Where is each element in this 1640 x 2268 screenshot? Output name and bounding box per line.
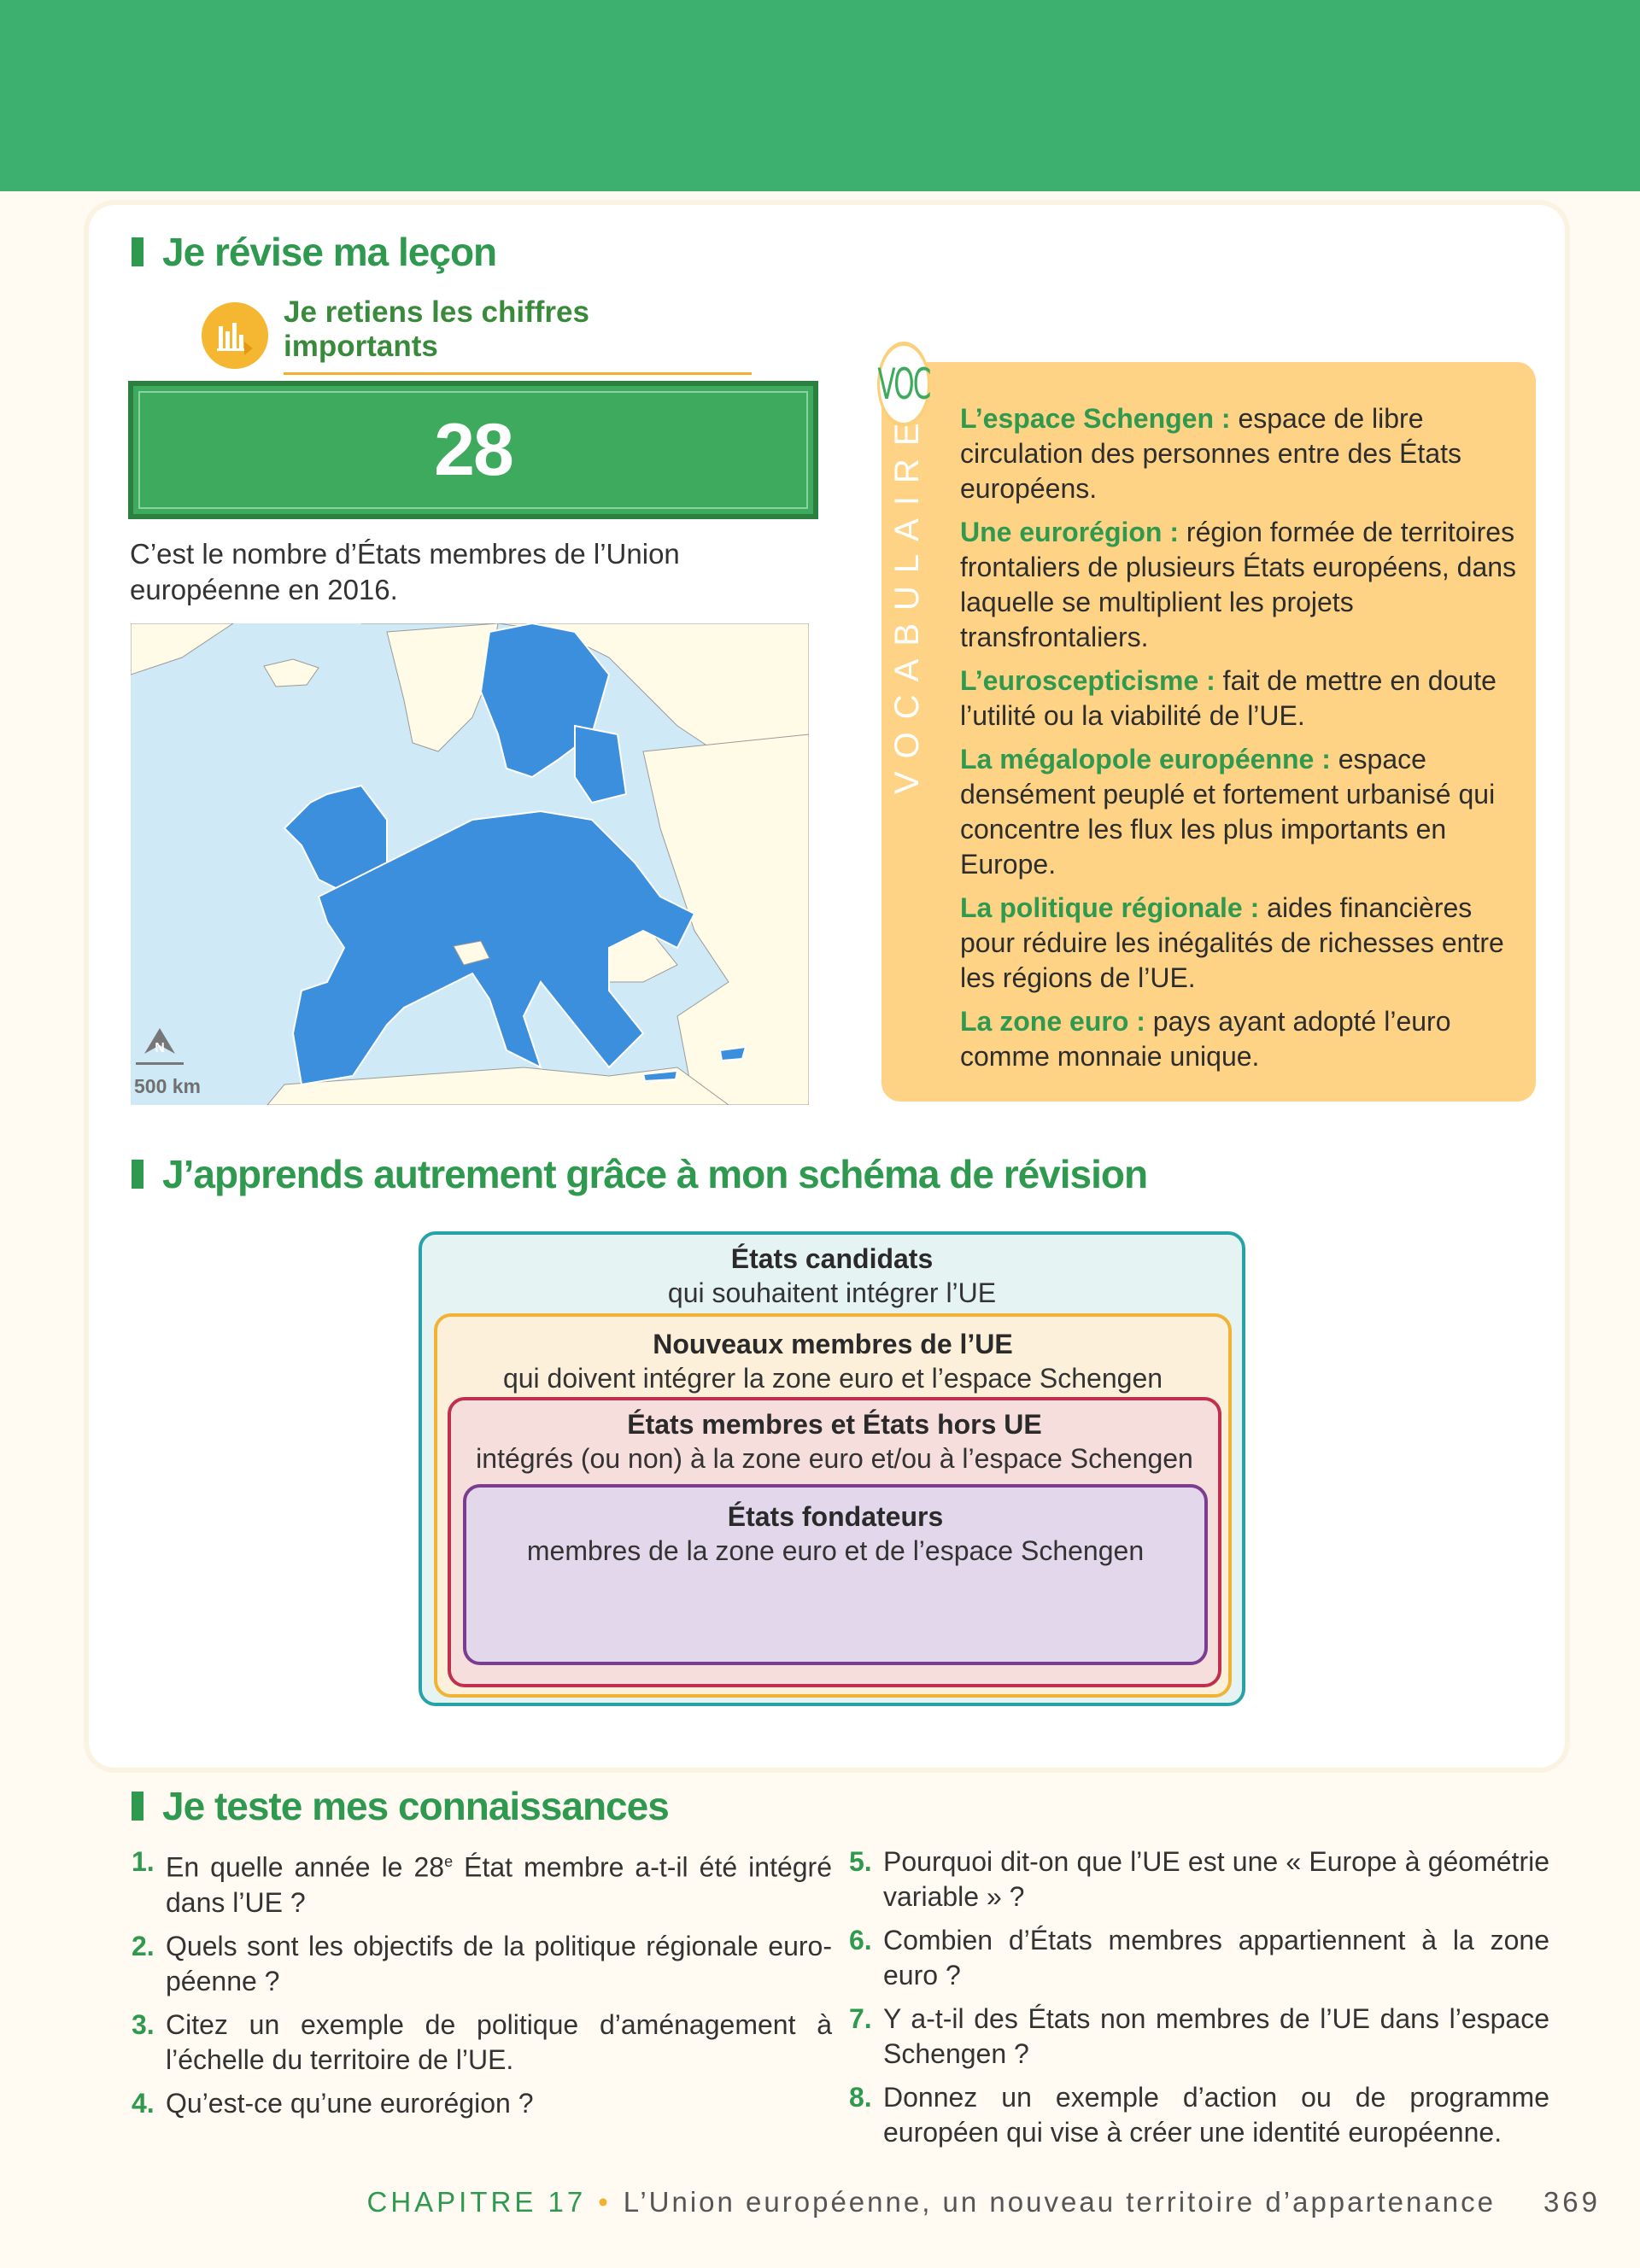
quiz-question-number: 4.: [132, 2087, 155, 2119]
vocab-definition: région formée de territoires frontaliers de plusieurs États européens, dans laquelle se multiplient les projets transfrontaliers.: [960, 517, 1517, 652]
map-eu-cyprus: [720, 1047, 746, 1061]
quiz-question: [132, 2008, 832, 2078]
quiz-question-number: 6.: [849, 1925, 872, 1955]
quiz-question-text: En quelle année le 28e État membre a-t-il été intégré dans l’UE ?: [166, 1851, 833, 1918]
key-figure-box: [128, 381, 818, 519]
north-label: N: [155, 1041, 165, 1055]
schema-level-sub: qui souhaitent intégrer l’UE: [667, 1277, 997, 1308]
schema-level-sub: intégrés (ou non) à la zone euro et/ou à l’espace Schengen: [476, 1443, 1193, 1474]
eu-map-graphic: [131, 623, 809, 1105]
heading-marker: [132, 1792, 144, 1821]
quiz-question-number: 8.: [849, 2082, 872, 2113]
vocab-entry: [960, 515, 1524, 655]
key-figure-number: 28: [434, 408, 512, 491]
schema-level-title: États candidats: [730, 1243, 934, 1274]
schema-level-title: États membres et États hors UE: [627, 1409, 1042, 1440]
header-band: [0, 0, 1640, 191]
quiz-list-right: [849, 1844, 1549, 2159]
quiz-question-text: Citez un exemple de politique d’aménagement à l’échelle du territoire de l’UE.: [166, 2008, 832, 2075]
vocab-entry: [960, 663, 1524, 734]
quiz-question: [849, 1844, 1549, 1914]
north-arrow-icon: [134, 1025, 185, 1069]
revision-heading: [132, 229, 496, 275]
vocab-entry: [960, 742, 1524, 882]
footer-chapter: CHAPITRE 17: [366, 2186, 587, 2218]
heading-marker: [132, 237, 144, 266]
map-eu-baltics: [575, 726, 626, 803]
vocab-term: Une eurorégion :: [960, 517, 1180, 547]
schema-level-title: Nouveaux membres de l’UE: [653, 1329, 1013, 1359]
bar-chart-icon: [202, 302, 268, 369]
map-land-iceland: [264, 659, 319, 687]
key-figure-caption: C’est le nombre d’États membres de l’Union européenne en 2016.: [130, 538, 680, 605]
quiz-question-text: Quels sont les objectifs de la politique régionale euro-péenne ?: [166, 1930, 832, 1996]
schema-level-sub: membres de la zone euro et de l’espace Schengen: [526, 1535, 1145, 1566]
voc-tag: VOC: [877, 342, 930, 427]
quiz-question-text: Qu’est-ce qu’une eurorégion ?: [166, 2087, 534, 2119]
quiz-heading: [132, 1783, 669, 1829]
vocab-definition: espace densément peuplé et fortement urbanisé qui concentre les flux les plus importants en Europe.: [960, 744, 1496, 880]
quiz-question: [849, 2002, 1549, 2072]
vocab-entry: [960, 891, 1524, 996]
schema-heading-text: J’apprends autrement grâce à mon schéma de révision: [162, 1152, 1148, 1196]
vocab-term: L’euroscepticisme :: [960, 665, 1215, 696]
quiz-question: [849, 2080, 1549, 2150]
quiz-question: [132, 1929, 832, 1999]
quiz-question-text: Combien d’États membres appartiennent à la zone euro ?: [883, 1925, 1549, 1990]
eu-map: [131, 623, 809, 1105]
page-footer: [367, 2186, 1602, 2218]
footer-bullet: •: [598, 2186, 612, 2218]
revision-heading-text: Je révise ma leçon: [162, 230, 497, 274]
schema-heading: [132, 1151, 1147, 1197]
quiz-heading-text: Je teste mes connaissances: [162, 1784, 669, 1828]
schema-level-title: États fondateurs: [727, 1501, 944, 1532]
quiz-question-number: 2.: [132, 1930, 155, 1961]
vocab-term: L’espace Schengen :: [960, 403, 1231, 434]
vocab-definition: aides financières pour réduire les inégalités de richesses entre les régions de l’UE.: [960, 892, 1504, 993]
vocab-term: La politique régionale :: [960, 892, 1260, 923]
figures-title-text: Je retiens les chiffres importants: [284, 295, 752, 375]
map-scale: [134, 1025, 211, 1098]
quiz-question-number: 3.: [132, 2008, 155, 2040]
vocab-term: La mégalopole européenne :: [960, 744, 1331, 775]
figures-title: [202, 295, 752, 375]
vocab-definition: espace de libre circulation des personnes entre des États européens.: [960, 403, 1461, 504]
quiz-question-text: Donnez un exemple d’action ou de programme européen qui vise à créer une identité européenne.: [883, 2082, 1549, 2148]
quiz-list-left: [132, 1844, 832, 2130]
vocab-entry: [960, 401, 1524, 506]
vocab-term: La zone euro :: [960, 1006, 1145, 1037]
quiz-question-number: 7.: [849, 2003, 872, 2034]
quiz-question-number: 1.: [132, 1846, 155, 1877]
quiz-question-text: Pourquoi dit-on que l’UE est une « Europe à géométrie variable » ?: [883, 1846, 1549, 1912]
vocabulary-list: [960, 401, 1524, 1083]
footer-title: L’Union européenne, un nouveau territoire d’appartenance: [623, 2186, 1496, 2218]
schema-level-sub: qui doivent intégrer la zone euro et l’espace Schengen: [502, 1363, 1163, 1394]
quiz-question-text: Y a-t-il des États non membres de l’UE dans l’espace Schengen ?: [883, 2003, 1549, 2069]
quiz-question-number: 5.: [849, 1846, 872, 1877]
vocabulary-vertical-label: VOCABULAIRE: [888, 410, 926, 794]
vocab-definition: pays ayant adopté l’euro comme monnaie unique.: [960, 1006, 1451, 1072]
quiz-question: [132, 2086, 832, 2121]
heading-marker: [132, 1160, 144, 1189]
schema-level-founders: [463, 1484, 1208, 1665]
quiz-question: [132, 1844, 832, 1920]
page-number: 369: [1543, 2186, 1601, 2218]
vocab-entry: [960, 1004, 1524, 1074]
vocab-definition: fait de mettre en doute l’utilité ou la viabilité de l’UE.: [960, 665, 1496, 731]
map-land-greenland: [131, 623, 233, 675]
quiz-question: [849, 1923, 1549, 1993]
map-scale-label: 500 km: [134, 1075, 202, 1097]
